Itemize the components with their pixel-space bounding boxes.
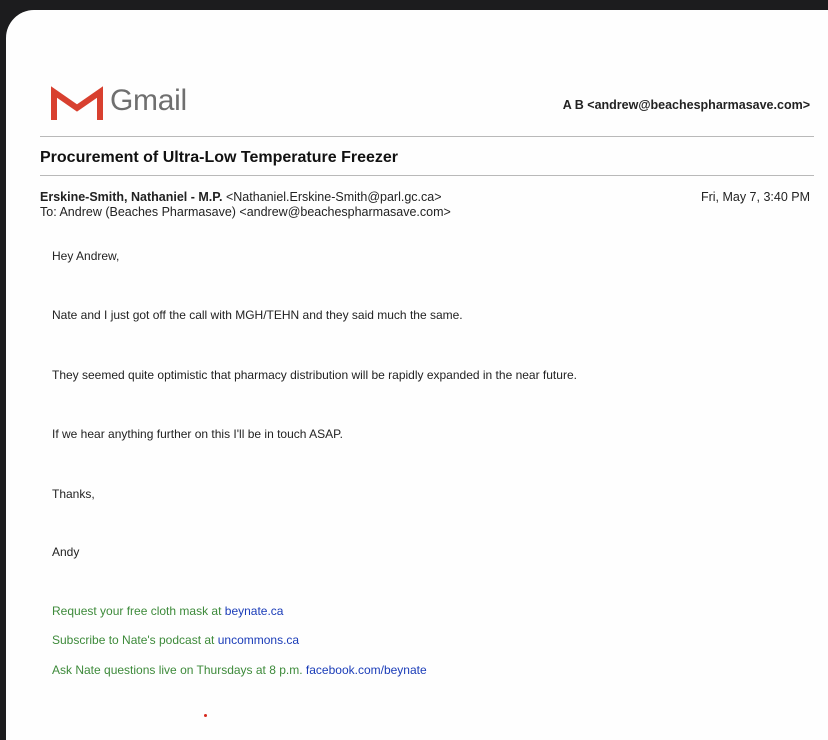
body-greeting: Hey Andrew, xyxy=(52,249,120,263)
signature-line xyxy=(52,663,427,677)
body-closing: Thanks, xyxy=(52,487,95,501)
gmail-m-icon xyxy=(50,84,104,124)
signature-text: Ask Nate questions live on Thursdays at 8 p.m. xyxy=(52,663,303,677)
email-subject: Procurement of Ultra-Low Temperature Freezer xyxy=(40,149,399,166)
body-paragraph: They seemed quite optimistic that pharmacy distribution will be rapidly expanded in the near future. xyxy=(52,368,577,382)
account-address: A B <andrew@beachespharmasave.com> xyxy=(562,98,810,112)
email-date: Fri, May 7, 3:40 PM xyxy=(700,190,810,204)
recipient-line: To: Andrew (Beaches Pharmasave) <andrew@beachespharmasave.com> xyxy=(40,205,451,219)
body-paragraph: Nate and I just got off the call with MGH/TEHN and they said much the same. xyxy=(52,308,463,322)
signature-line xyxy=(52,604,283,618)
sender-line xyxy=(40,190,442,204)
email-print-sheet xyxy=(6,10,828,740)
body-paragraph: If we hear anything further on this I'll be in touch ASAP. xyxy=(52,427,343,441)
sender-email: <Nathaniel.Erskine-Smith@parl.gc.ca> xyxy=(225,190,442,204)
divider xyxy=(40,136,814,137)
signature-link-uncommons[interactable]: uncommons.ca xyxy=(217,633,300,647)
signature-line xyxy=(52,633,299,647)
signature-text: Request your free cloth mask at xyxy=(52,604,222,618)
signature-link-facebook[interactable]: facebook.com/beynate xyxy=(305,663,427,677)
red-mark xyxy=(204,714,207,717)
body-signoff-name: Andy xyxy=(52,545,80,559)
signature-text: Subscribe to Nate's podcast at xyxy=(52,633,215,647)
signature-link-beynate[interactable]: beynate.ca xyxy=(224,604,284,618)
sender-name: Erskine-Smith, Nathaniel - M.P. xyxy=(40,190,223,204)
divider xyxy=(40,175,814,176)
gmail-logo-text: Gmail xyxy=(110,84,187,117)
